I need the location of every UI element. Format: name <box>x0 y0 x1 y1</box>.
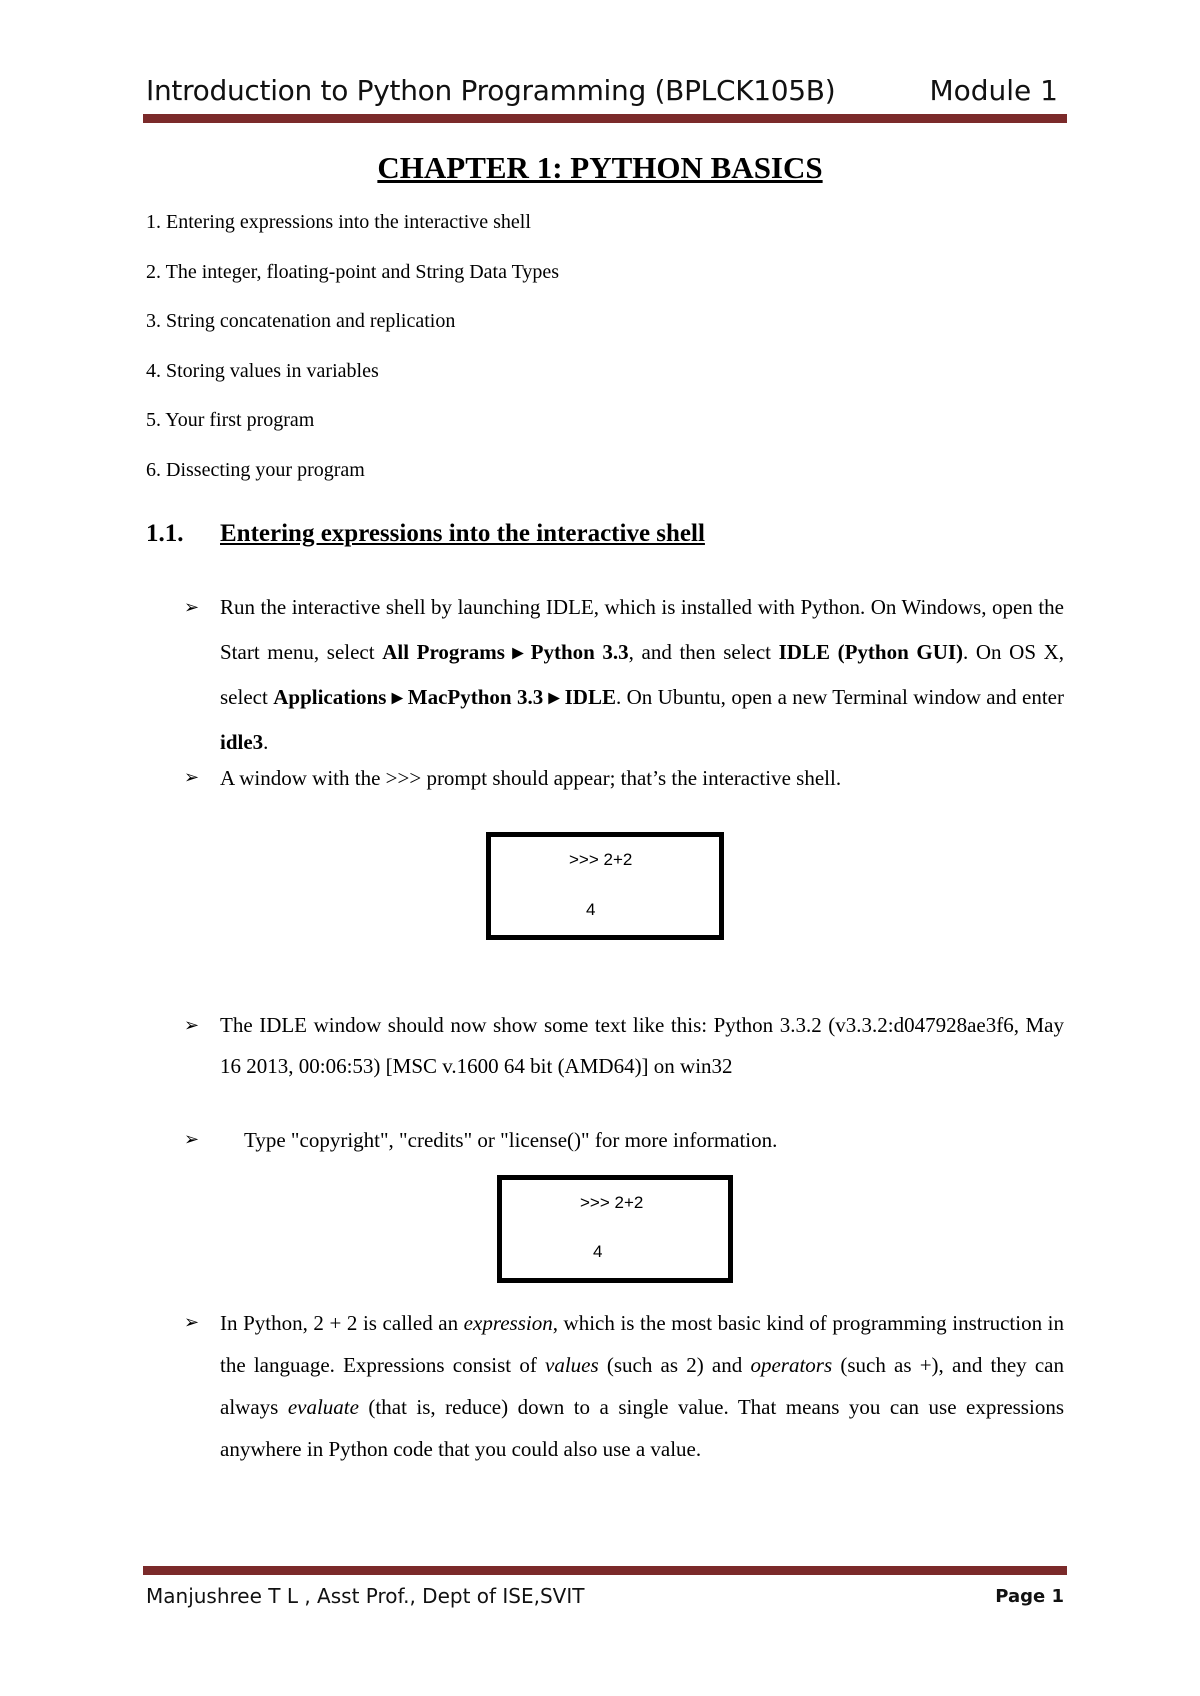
shell-prompt: >>> 2+2 <box>580 1193 644 1212</box>
text-run: . <box>263 730 269 754</box>
page-header <box>146 70 1058 114</box>
footer-rule <box>143 1566 1067 1575</box>
bullet-idle-banner <box>184 1005 1064 1087</box>
chapter-title: CHAPTER 1: PYTHON BASICS <box>377 150 823 185</box>
text-run: (such as 2) and <box>598 1353 751 1377</box>
text-run: , and then select <box>628 640 779 664</box>
bullet-text <box>220 1302 1064 1470</box>
menu-path: Applications ▸ MacPython 3.3 ▸ IDLE <box>273 685 616 709</box>
section-number: 1.1. <box>146 520 184 547</box>
text-run: (that is, reduce) down to a single value. That means you can use expressions anywhere in Python code that you could also use a value. <box>220 1395 1064 1461</box>
topic-item: 2. The integer, floating-point and String Data Types <box>146 260 560 283</box>
shell-prompt: >>> 2+2 <box>569 850 633 869</box>
arrow-bullet-icon: ➢ <box>184 597 200 618</box>
header-title: Introduction to Python Programming (BPLCK105B) <box>146 74 836 107</box>
text-run: (such as +), and they can always <box>220 1353 1065 1419</box>
section-title: Entering expressions into the interactive shell <box>220 520 705 547</box>
shell-result: 4 <box>593 1242 603 1261</box>
topic-item: 3. String concatenation and replication <box>146 310 456 332</box>
header-module: Module 1 <box>929 74 1058 107</box>
bullet-prompt-window <box>184 765 1064 791</box>
bullet-text: The IDLE window should now show some text like this: Python 3.3.2 (v3.3.2:d047928ae3f6, May 16 2013, 00:06:53) [MSC v.1600 64 bit (AMD64)] on win32 <box>220 1013 1064 1078</box>
shell-example-box <box>497 1175 733 1283</box>
bullet-text: A window with the >>> prompt should appear; that’s the interactive shell. <box>220 766 842 790</box>
menu-path: All Programs ▸ Python 3.3 <box>382 640 629 664</box>
text-run: . On OS X, select <box>220 640 1065 709</box>
text-run: . On Ubuntu, open a new Terminal window and enter <box>615 685 1064 709</box>
bullet-launch-idle <box>184 585 1064 765</box>
shell-result: 4 <box>586 900 596 919</box>
bullet-expression-definition <box>184 1302 1064 1470</box>
topic-list <box>146 210 559 507</box>
term: evaluate <box>287 1395 359 1419</box>
topic-item: 1. Entering expressions into the interactive shell <box>146 211 531 233</box>
arrow-bullet-icon: ➢ <box>184 767 200 788</box>
topic-item: 5. Your first program <box>146 409 315 431</box>
header-rule <box>143 114 1067 123</box>
bullet-text <box>220 585 1064 765</box>
term: values <box>545 1353 599 1377</box>
menu-path: IDLE (Python GUI) <box>778 640 964 664</box>
bullet-copyright-info <box>184 1127 1064 1153</box>
term: expression <box>463 1311 553 1335</box>
arrow-bullet-icon: ➢ <box>184 1015 200 1036</box>
section-heading <box>146 520 705 548</box>
topic-item: 4. Storing values in variables <box>146 359 379 382</box>
topic-item: 6. Dissecting your program <box>146 458 365 481</box>
term: operators <box>750 1353 833 1377</box>
text-run: , which is the most basic kind of programming instruction in the language. Expressions consist of <box>220 1311 1064 1377</box>
command-name: idle3 <box>220 730 264 754</box>
arrow-bullet-icon: ➢ <box>184 1129 200 1150</box>
text-run: Run the interactive shell by launching IDLE, which is installed with Python. On Windows, open the Start menu, select <box>220 595 1064 664</box>
arrow-bullet-icon: ➢ <box>184 1312 200 1333</box>
text-run: In Python, 2 + 2 is called an <box>220 1311 464 1335</box>
bullet-text: Type "copyright", "credits" or "license()" for more information. <box>244 1128 778 1152</box>
footer-author: Manjushree T L , Asst Prof., Dept of ISE,SVIT <box>146 1584 585 1608</box>
page-number: Page 1 <box>995 1586 1064 1607</box>
shell-example-box <box>486 832 724 940</box>
